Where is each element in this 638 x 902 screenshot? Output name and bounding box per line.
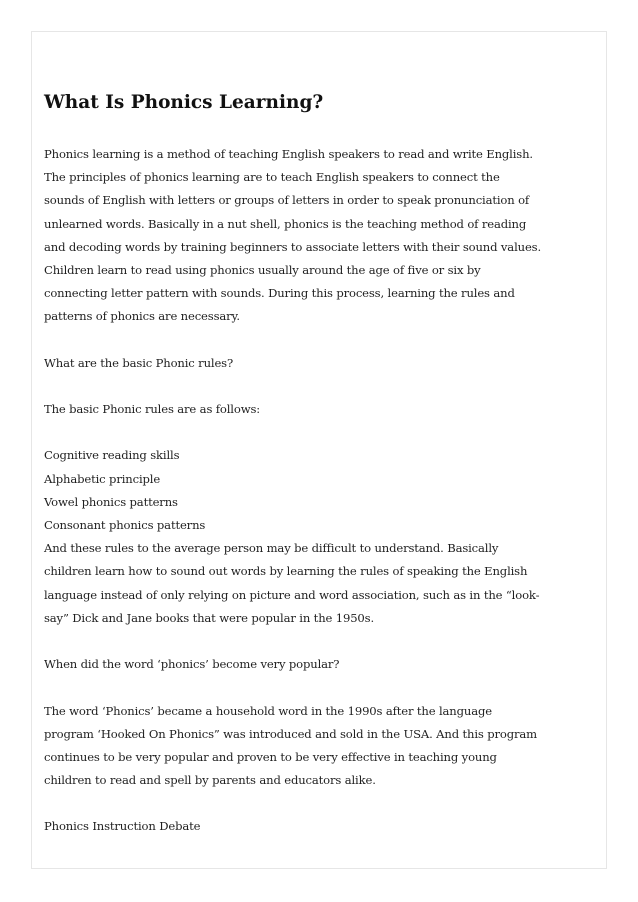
rules-intro: The basic Phonic rules are as follows: [44,402,261,417]
text-line: connecting letter pattern with sounds. During this process, learning the rules and [44,286,515,301]
list-item: Vowel phonics patterns [44,494,178,509]
text-line: unlearned words. Basically in a nut shell, phonics is the teaching method of reading [44,216,527,231]
paragraph-gap [44,375,544,398]
list-item: Cognitive reading skills [44,448,180,463]
paragraph-gap [44,792,544,815]
paragraph-gap [44,630,544,653]
page-title: What Is Phonics Learning? [44,92,324,113]
text-line: and decoding words by training beginners to associate letters with their sound values. [44,239,541,254]
text-line: children learn how to sound out words by learning the rules of speaking the English [44,564,528,579]
list-item: Alphabetic principle [44,471,161,486]
paragraph-gap [44,329,544,352]
paragraph-popularity [44,700,544,793]
paragraph-intro [44,143,544,329]
text-line: And these rules to the average person may be difficult to understand. Basically [44,541,499,556]
text-line: say” Dick and Jane books that were popular in the 1950s. [44,610,374,625]
text-line: The principles of phonics learning are to teach English speakers to connect the [44,170,500,185]
paragraph-gap [44,676,544,699]
text-line: program ‘Hooked On Phonics” was introduced and sold in the USA. And this program [44,726,538,741]
list-item: Consonant phonics patterns [44,518,206,532]
text-line: Children learn to read using phonics usually around the age of five or six by [44,262,481,277]
text-line: The word ‘Phonics’ became a household word in the 1990s after the language [44,703,492,718]
paragraph-gap [44,421,544,444]
question-basic-rules: What are the basic Phonic rules? [44,355,234,370]
text-line: sounds of English with letters or groups of letters in order to speak pronunciation of [44,193,530,208]
paragraph-rules-explanation [44,537,544,630]
document-body [44,143,544,839]
text-line: language instead of only relying on picture and word association, such as in the “look- [44,587,540,602]
text-line: Phonics learning is a method of teaching English speakers to read and write English. [44,147,533,161]
text-line: children to read and spell by parents and educators alike. [44,773,376,788]
text-line: patterns of phonics are necessary. [44,309,240,324]
text-line: continues to be very popular and proven to be very effective in teaching young [44,749,497,764]
rules-list [44,444,544,537]
section-heading-debate: Phonics Instruction Debate [44,819,201,834]
question-popularity: When did the word ‘phonics’ become very popular? [44,657,340,672]
